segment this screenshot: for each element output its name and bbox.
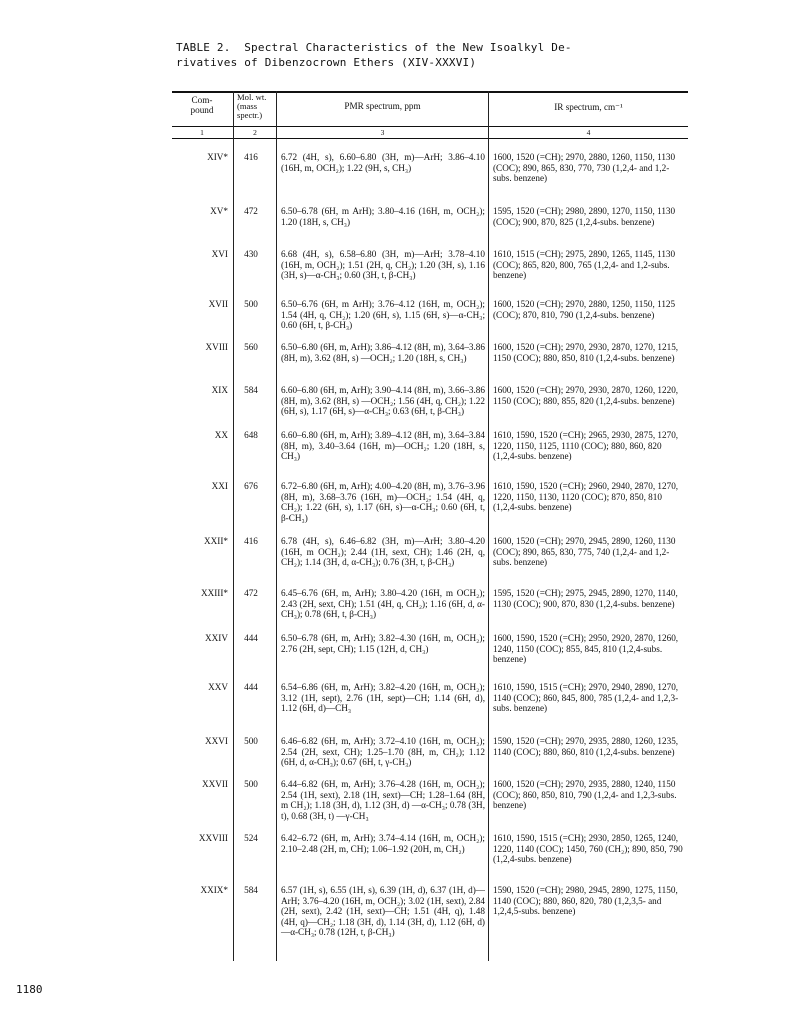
mol-wt-cell: 444 [244, 682, 258, 692]
compound-cell: XVII [208, 299, 228, 309]
mol-wt-cell: 472 [244, 588, 258, 598]
mol-wt-cell: 676 [244, 481, 258, 491]
header-pmr: PMR spectrum, ppm [344, 101, 421, 111]
ir-cell: 1600, 1520 (=CH); 2970, 2935, 2880, 1240, 1150 (COC); 860, 850, 810, 790 (1,2,4- and 1,2,3-subs. benzene) [493, 779, 677, 811]
ir-cell: 1610, 1590, 1515 (=CH); 2930, 2850, 1265, 1240, 1220, 1140 (COC); 1450, 760 (CH₂); 890, 850, 790 (1,2,4-subs. benzene) [493, 833, 683, 865]
compound-cell: XX [214, 430, 228, 440]
mol-wt-cell: 416 [244, 536, 258, 546]
compound-cell: XXVII [201, 779, 228, 789]
compound-cell: XVI [211, 249, 228, 259]
ir-cell: 1600, 1520 (=CH); 2970, 2930, 2870, 1270, 1215, 1150 (COC); 880, 850, 810 (1,2,4-subs. benzene) [493, 342, 679, 363]
table-caption: TABLE 2. Spectral Characteristics of the New Isoalkyl De- rivatives of Dibenzocrown Ethers (XIV-XXXVI) [176, 41, 572, 69]
pmr-cell: 6.57 (1H, s), 6.55 (1H, s), 6.39 (1H, d), 6.37 (1H, d)—ArH; 3.76–4.20 (16H, m, OCH₂); 3.02 (1H, sext), 2.84 (2H, sext), 2.42 (1H, sext)—CH; 1.51 (4H, q), 1.48 (4H, q)—CH₂; 1.18 (3H, d), 1.14 (3H, d), 1.12 (6H, d)—α-CH₃; 0.78 (12H, t, β-CH₃) [281, 885, 485, 938]
header-compound: Com- pound [190, 95, 214, 115]
compound-cell: XXVIII [198, 833, 228, 843]
header-mol-wt: Mol. wt. (mass spectr.) [237, 92, 267, 120]
column-number: 4 [586, 128, 591, 137]
ir-cell: 1595, 1520 (=CH); 2975, 2945, 2890, 1270, 1140, 1130 (COC); 900, 870, 830 (1,2,4-subs. benzene) [493, 588, 678, 609]
ir-cell: 1600, 1520 (=CH); 2970, 2930, 2870, 1260, 1220, 1150 (COC); 880, 855, 820 (1,2,4-subs. benzene) [493, 385, 679, 406]
pmr-cell: 6.42–6.72 (6H, m, ArH); 3.74–4.14 (16H, m, OCH₂); 2.10–2.48 (2H, m, CH); 1.06–1.92 (20H, m, CH₂) [281, 833, 485, 854]
compound-cell: XXIX* [200, 885, 228, 895]
mol-wt-cell: 648 [244, 430, 258, 440]
page-number: 1180 [16, 983, 43, 996]
mol-wt-cell: 584 [244, 885, 258, 895]
mol-wt-cell: 560 [244, 342, 258, 352]
column-number: 1 [200, 128, 204, 137]
pmr-cell: 6.45–6.76 (6H, m, ArH); 3.80–4.20 (16H, m OCH₂); 2.43 (2H, sext, CH); 1.51 (4H, q, CH₂); 1.16 (6H, d, α-CH₃); 0.78 (6H, t, β-CH₃) [281, 588, 485, 620]
ir-cell: 1600, 1520 (=CH); 2970, 2880, 1250, 1150, 1125 (COC); 870, 810, 790 (1,2,4-subs. benzene) [493, 299, 676, 320]
column-divider [488, 91, 489, 961]
ir-cell: 1610, 1590, 1520 (=CH); 2965, 2930, 2875, 1270, 1220, 1150, 1125, 1110 (COC); 880, 860, 820 (1,2,4-subs. benzene) [493, 430, 679, 462]
compound-cell: XXIV [205, 633, 228, 643]
header-ir: IR spectrum, cm⁻¹ [554, 102, 623, 112]
ir-cell: 1590, 1520 (=CH); 2970, 2935, 2880, 1260, 1235, 1140 (COC); 880, 860, 810 (1,2,4-subs. benzene) [493, 736, 679, 757]
pmr-cell: 6.60–6.80 (6H, m, ArH); 3.90–4.14 (8H, m), 3.66–3.86 (8H, m), 3.62 (8H, s) —OCH₂; 1.56 (4H, q, CH₂); 1.22 (6H, s), 1.17 (6H, s)—α-CH₃; 0.63 (6H, t, β-CH₃) [281, 385, 485, 417]
pmr-cell: 6.78 (4H, s), 6.46–6.82 (3H, m)—ArH; 3.80–4.20 (16H, m OCH₂); 2.44 (1H, sext, CH); 1.46 (2H, q, CH₂); 1.14 (3H, d, α-CH₃); 0.76 (3H, t, β-CH₃) [281, 536, 485, 568]
ir-cell: 1610, 1590, 1515 (=CH); 2970, 2940, 2890, 1270, 1140 (COC); 860, 845, 800, 785 (1,2,4- and 1,2,3-subs. benzene) [493, 682, 679, 714]
pmr-cell: 6.54–6.86 (6H, m, ArH); 3.82–4.20 (16H, m, OCH₂); 3.12 (1H, sept), 2.76 (1H, sept)—CH; 1.14 (6H, d), 1.12 (6H, d)—CH₃ [281, 682, 485, 714]
pmr-cell: 6.72 (4H, s), 6.60–6.80 (3H, m)—ArH; 3.86–4.10 (16H, m, OCH₂); 1.22 (9H, s, CH₃) [281, 152, 485, 173]
compound-cell: XIV* [207, 152, 228, 162]
ir-cell: 1600, 1520 (=CH); 2970, 2880, 1260, 1150, 1130 (COC); 890, 865, 830, 770, 730 (1,2,4- and 1,2-subs. benzene) [493, 152, 676, 184]
column-number: 2 [253, 128, 257, 137]
ir-cell: 1600, 1590, 1520 (=CH); 2950, 2920, 2870, 1260, 1240, 1150 (COC); 855, 845, 810 (1,2,4-subs. benzene) [493, 633, 679, 665]
column-divider [233, 91, 234, 961]
compound-cell: XXV [208, 682, 228, 692]
pmr-cell: 6.44–6.82 (6H, m, ArH); 3.76–4.28 (16H, m, OCH₂); 2.54 (1H, sext), 2.18 (1H, sext)—CH; 1.28–1.64 (8H, m CH₂); 1.18 (3H, d), 1.12 (3H, d) —α-CH₃; 0.78 (3H, t), 0.68 (3H, t) —γ-CH₃ [281, 779, 485, 821]
mol-wt-cell: 416 [244, 152, 258, 162]
pmr-cell: 6.50–6.76 (6H, m ArH); 3.76–4.12 (16H, m, OCH₂); 1.54 (4H, q, CH₂); 1.20 (6H, s), 1.15 (6H, s)—α-CH₃; 0.60 (6H, t, β-CH₃) [281, 299, 485, 331]
spectral-table [172, 91, 688, 961]
mol-wt-cell: 500 [244, 736, 258, 746]
pmr-cell: 6.50–6.78 (6H, m ArH); 3.80–4.16 (16H, m, OCH₂); 1.20 (18H, s, CH₃) [281, 206, 485, 227]
pmr-cell: 6.50–6.80 (6H, m, ArH); 3.86–4.12 (8H, m), 3.64–3.86 (8H, m), 3.62 (8H, s) —OCH₂; 1.20 (18H, s, CH₃) [281, 342, 485, 363]
pmr-cell: 6.60–6.80 (6H, m, ArH); 3.89–4.12 (8H, m), 3.64–3.84 (8H, m), 3.40–3.64 (16H, m)—OCH₂; 1.20 (18H, s, CH₃) [281, 430, 485, 462]
ir-cell: 1590, 1520 (=CH); 2980, 2945, 2890, 1275, 1150, 1140 (COC); 880, 860, 820, 780 (1,2,3,5- and 1,2,4,5-subs. benzene) [493, 885, 678, 917]
mol-wt-cell: 500 [244, 299, 258, 309]
pmr-cell: 6.46–6.82 (6H, m, ArH); 3.72–4.10 (16H, m, OCH₂); 2.54 (2H, sext, CH); 1.25–1.70 (8H, m, CH₂); 1.12 (6H, d, α-CH₃); 0.67 (6H, t, γ-CH₃) [281, 736, 485, 768]
mol-wt-cell: 584 [244, 385, 258, 395]
header-rule [172, 126, 688, 127]
compound-cell: XIX [211, 385, 228, 395]
pmr-cell: 6.68 (4H, s), 6.58–6.80 (3H, m)—ArH; 3.78–4.10 (16H, m, OCH₂); 1.51 (2H, q, CH₂); 1.20 (3H, s), 1.16 (3H, s)—α-CH₃; 0.60 (3H, t, β-CH₃) [281, 249, 485, 281]
compound-cell: XVIII [205, 342, 228, 352]
mol-wt-cell: 430 [244, 249, 258, 259]
mol-wt-cell: 524 [244, 833, 258, 843]
compound-cell: XV* [210, 206, 228, 216]
compound-cell: XXVI [205, 736, 228, 746]
mol-wt-cell: 444 [244, 633, 258, 643]
compound-cell: XXI [211, 481, 228, 491]
mol-wt-cell: 472 [244, 206, 258, 216]
compound-cell: XXIII* [200, 588, 228, 598]
column-divider [276, 91, 277, 961]
column-number: 3 [380, 128, 385, 137]
compound-cell: XXII* [204, 536, 228, 546]
ir-cell: 1600, 1520 (=CH); 2970, 2945, 2890, 1260, 1130 (COC); 890, 865, 830, 775, 740 (1,2,4- and 1,2-subs. benzene) [493, 536, 676, 568]
ir-cell: 1610, 1590, 1520 (=CH); 2960, 2940, 2870, 1270, 1220, 1150, 1130, 1120 (COC); 870, 850, 810 (1,2,4-subs. benzene) [493, 481, 679, 513]
ir-cell: 1610, 1515 (=CH); 2975, 2890, 1265, 1145, 1130 (COC); 865, 820, 800, 765 (1,2,4- and 1,2-subs. benzene) [493, 249, 676, 281]
pmr-cell: 6.72–6.80 (6H, m, ArH); 4.00–4.20 (8H, m), 3.76–3.96 (8H, m), 3.68–3.76 (16H, m)—OCH₂; 1.54 (4H, q, CH₂); 1.22 (6H, s), 1.17 (6H, s)—α-CH₃; 0.60 (6H, t, β-CH₃) [281, 481, 485, 523]
pmr-cell: 6.50–6.78 (6H, m, ArH); 3.82–4.30 (16H, m, OCH₂); 2.76 (2H, sept, CH); 1.15 (12H, d, CH₃) [281, 633, 485, 654]
mol-wt-cell: 500 [244, 779, 258, 789]
ir-cell: 1595, 1520 (=CH); 2980, 2890, 1270, 1150, 1130 (COC); 900, 870, 825 (1,2,4-subs. benzene) [493, 206, 676, 227]
